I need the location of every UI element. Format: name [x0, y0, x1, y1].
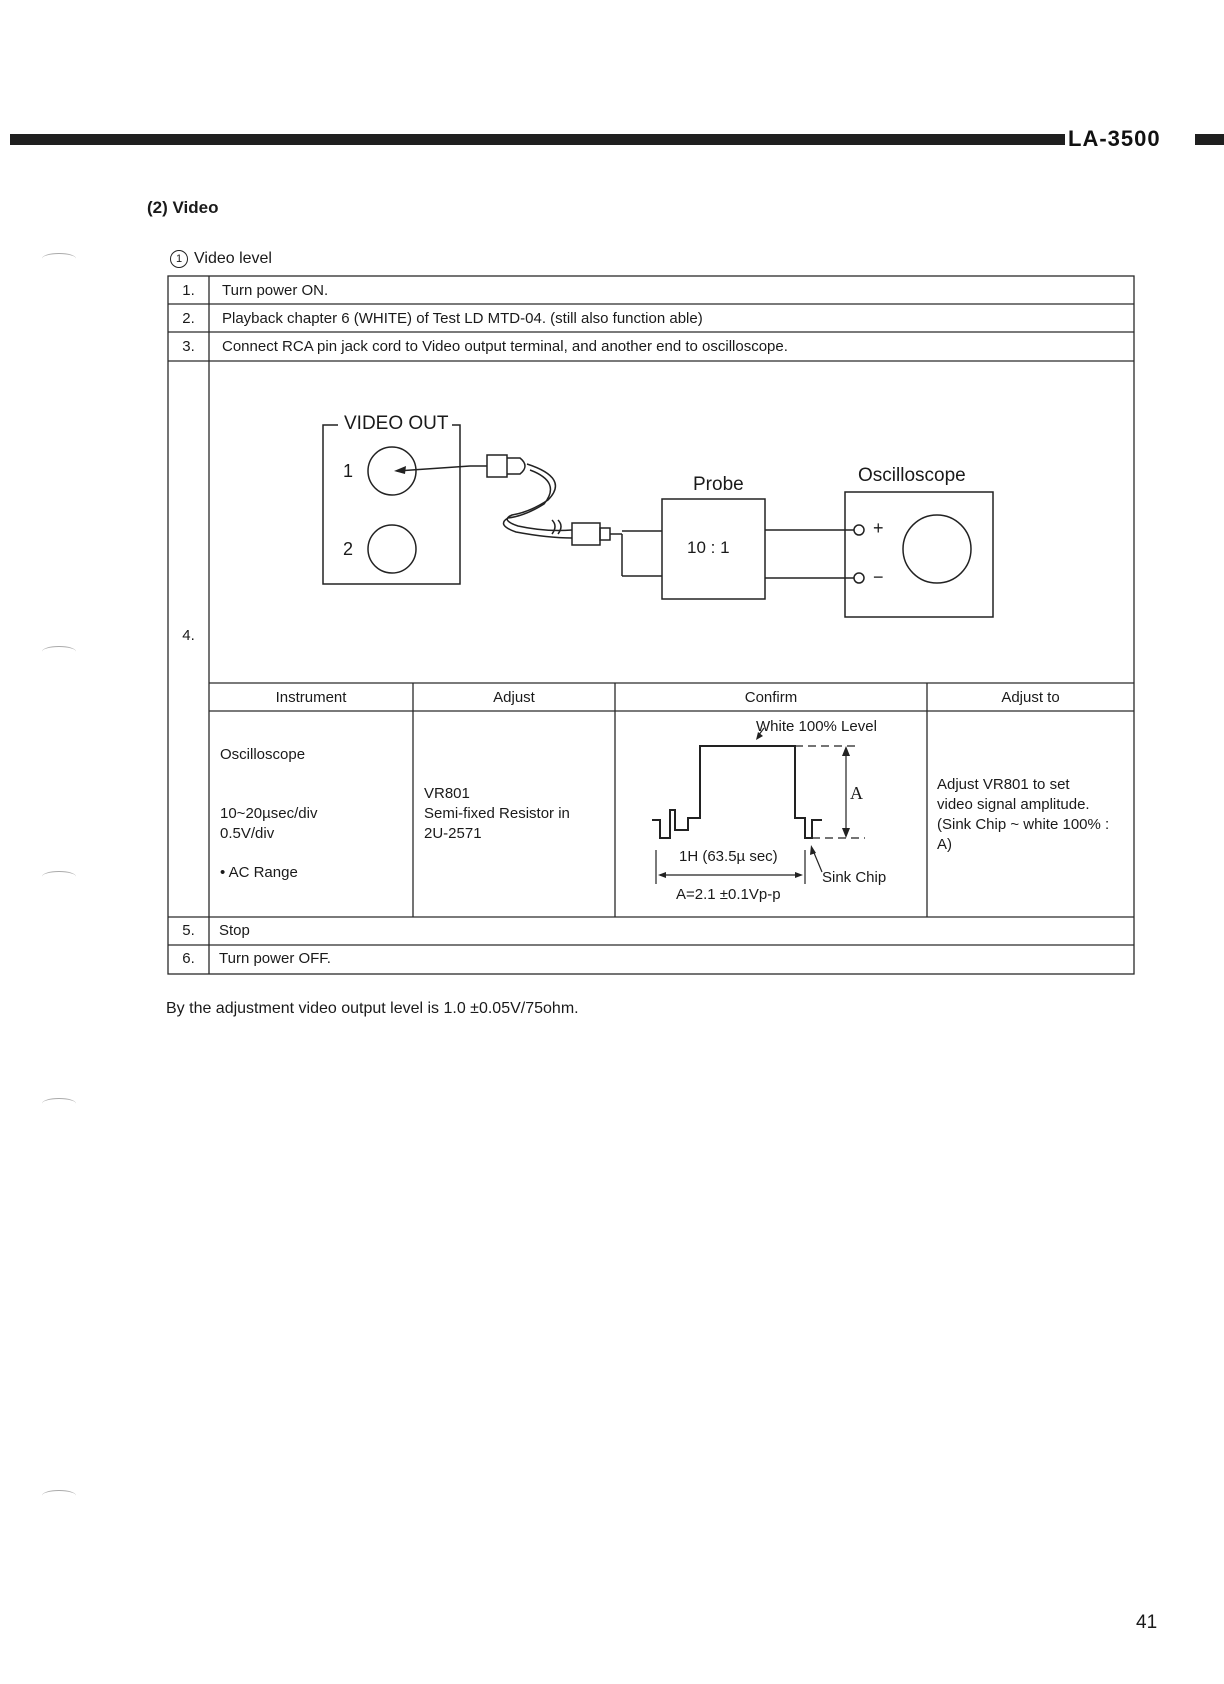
step-2-text: Playback chapter 6 (WHITE) of Test LD MTD-04. (still also function able) [222, 310, 703, 327]
oscilloscope-label: Oscilloscope [858, 465, 966, 486]
header-instrument: Instrument [275, 689, 347, 706]
step-3-number: 3. [182, 338, 195, 355]
step-1-number: 1. [182, 282, 195, 299]
step-2-number: 2. [182, 310, 195, 327]
instrument-timebase: 10~20µsec/div [220, 805, 318, 822]
amplitude-spec: A=2.1 ±0.1Vp-p [676, 886, 781, 903]
header-confirm: Confirm [744, 689, 798, 706]
video-out-label: VIDEO OUT [344, 413, 449, 434]
plus-terminal: + [873, 518, 884, 538]
adjust-to-line-4: A) [937, 836, 952, 853]
adjust-to-line-1: Adjust VR801 to set [937, 776, 1070, 793]
probe-ratio: 10 : 1 [687, 538, 730, 557]
minus-terminal: − [873, 567, 884, 587]
period-label: 1H (63.5µ sec) [679, 848, 778, 865]
jack-1-label: 1 [343, 461, 354, 481]
header-adjust: Adjust [493, 689, 535, 706]
header-adjust-to: Adjust to [1001, 689, 1060, 706]
subsection-label: Video level [194, 250, 272, 267]
adjust-desc: Semi-fixed Resistor in [424, 805, 570, 822]
amplitude-label: A [850, 783, 863, 803]
sink-chip-label: Sink Chip [822, 869, 887, 886]
instrument-range: • AC Range [220, 864, 298, 881]
section-title: (2) Video [147, 198, 219, 217]
step-3-text: Connect RCA pin jack cord to Video output terminal, and another end to oscilloscope. [222, 338, 788, 355]
adjust-part: VR801 [424, 785, 470, 802]
step-5-text: Stop [219, 922, 250, 939]
model-title: LA-3500 [1068, 126, 1161, 151]
step-6-number: 6. [182, 950, 195, 967]
adjust-to-line-3: (Sink Chip ~ white 100% : [937, 816, 1110, 833]
instrument-voltage: 0.5V/div [220, 825, 275, 842]
step-1-text: Turn power ON. [222, 282, 329, 299]
probe-label: Probe [693, 474, 744, 495]
instrument-name: Oscilloscope [220, 746, 306, 763]
jack-2-label: 2 [343, 539, 354, 559]
step-6-text: Turn power OFF. [219, 950, 331, 967]
step-5-number: 5. [182, 922, 195, 939]
video-waveform [652, 746, 822, 838]
step-4-number: 4. [182, 627, 195, 644]
adjust-board: 2U-2571 [424, 825, 482, 842]
white-level-label: White 100% Level [756, 718, 877, 735]
page-number: 41 [1136, 1612, 1158, 1633]
connection-diagram [323, 425, 993, 617]
circled-number-1: 1 [170, 250, 188, 268]
footnote: By the adjustment video output level is 1.0 ±0.05V/75ohm. [166, 1000, 579, 1017]
adjust-to-line-2: video signal amplitude. [937, 796, 1090, 813]
